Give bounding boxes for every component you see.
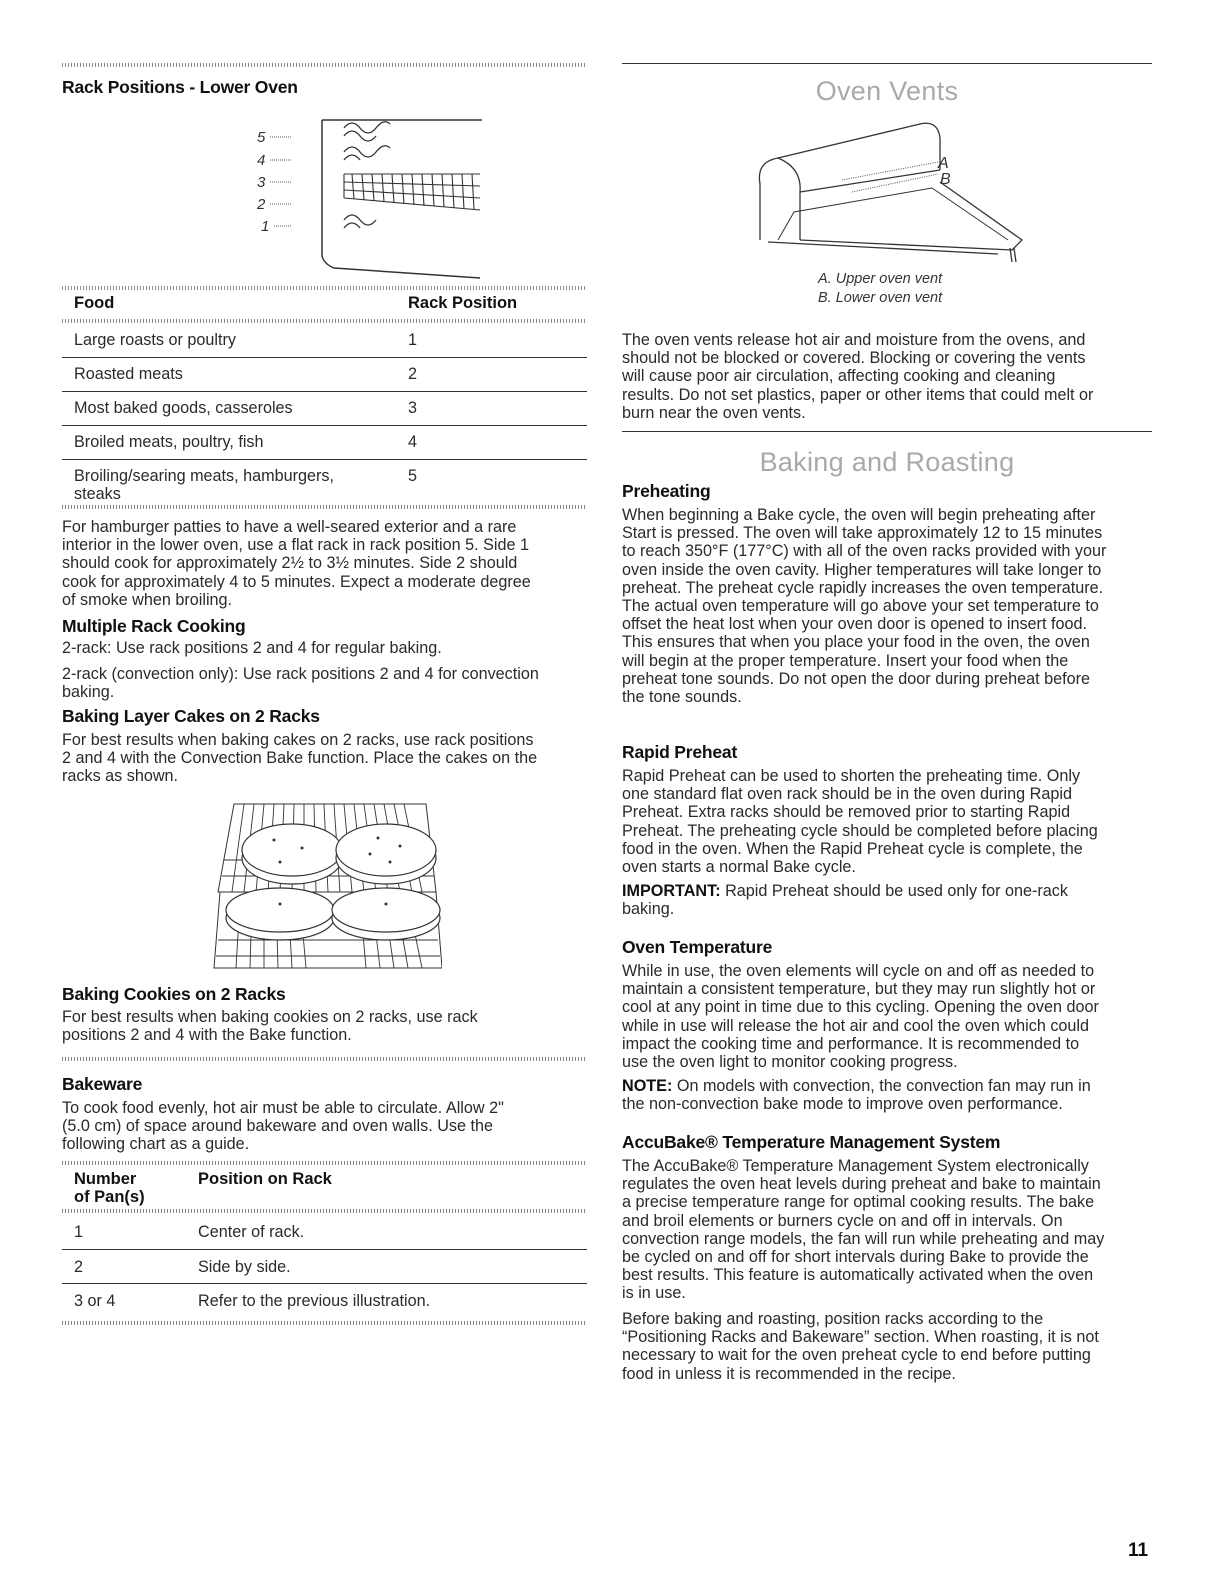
rack-number-5: 5 (257, 129, 266, 146)
important-label: IMPORTANT: (622, 882, 721, 900)
table-row (62, 1284, 587, 1318)
text-line: For best results when baking cakes on 2 racks, use rack positions (62, 731, 534, 749)
text-line: regulates the oven heat levels during preheat and bake to maintain (622, 1175, 1101, 1194)
bakeware-heading: Bakeware (62, 1074, 143, 1094)
important-text-cont: baking. (622, 900, 675, 919)
food-cell-cont: steaks (74, 485, 121, 503)
page-number: 11 (1128, 1540, 1149, 1561)
vent-caption-b: B. Lower oven vent (818, 290, 943, 306)
oven-vents-title: Oven Vents (815, 76, 959, 106)
text-line: will cause poor air circulation, affecting cooking and cleaning (622, 367, 1056, 386)
table-row (62, 358, 587, 392)
text-line: is in use. (622, 1284, 686, 1303)
rack-cell: 3 (408, 399, 418, 417)
text-line: to reach 350°F (177°C) with all of the oven racks provided with your (622, 542, 1107, 561)
cookies-heading: Baking Cookies on 2 Racks (62, 984, 286, 1004)
rack-positions-heading: Rack Positions - Lower Oven (62, 77, 298, 97)
vent-label-b: B (940, 171, 951, 188)
text-line: should not be blocked or covered. Blocking or covering the vents (622, 349, 1086, 368)
cakes-on-racks-illustration (210, 800, 442, 972)
before-baking-paragraph (622, 1310, 1157, 1383)
oven-temperature-paragraph (622, 962, 1157, 1071)
rapid-preheat-heading: Rapid Preheat (622, 742, 738, 762)
text-line: positions 2 and 4 with the Bake function. (62, 1026, 352, 1045)
text-line: While in use, the oven elements will cycle on and off as needed to (622, 962, 1095, 980)
food-cell: Large roasts or poultry (74, 331, 236, 349)
text-line: results. Do not set plastics, paper or other items that could melt or (622, 385, 1094, 404)
pan-count-cell: 3 or 4 (74, 1292, 116, 1310)
text-line: interior in the lower oven, use a flat rack in rack position 5. Side 1 (62, 536, 529, 555)
vent-label-a: A (938, 155, 949, 172)
note-paragraph (622, 1077, 1157, 1113)
text-line: cook for approximately 4 to 5 minutes. Expect a moderate degree (62, 572, 531, 591)
header-rack-position: Rack Position (408, 294, 518, 312)
text-line: best results. This feature is automatically activated when the oven (622, 1266, 1094, 1285)
multiple-rack-text-1: 2-rack: Use rack positions 2 and 4 for regular baking. (62, 639, 442, 657)
note-label: NOTE: (622, 1077, 673, 1095)
table-row (62, 460, 587, 504)
divider (62, 1209, 587, 1213)
text-line: This ensures that when you place your food in the oven, the oven (622, 633, 1090, 652)
layer-cakes-paragraph (62, 731, 592, 786)
vents-paragraph (622, 331, 1157, 422)
divider (62, 1321, 587, 1325)
important-text: Rapid Preheat should be used only for one-rack (720, 882, 1068, 900)
important-paragraph (622, 882, 1157, 918)
text-line: one standard flat oven rack should be in the oven during Rapid (622, 785, 1072, 804)
text-line: The oven vents release hot air and moisture from the ovens, and (622, 331, 1086, 349)
food-cell: Roasted meats (74, 365, 183, 383)
table-row (62, 426, 587, 460)
header-of-pans: of Pan(s) (74, 1188, 145, 1206)
text-line: cool at any point in time due to this cycling. Opening the oven door (622, 998, 1099, 1017)
pan-position-cell: Side by side. (198, 1258, 291, 1276)
oven-vents-illustration (742, 112, 1042, 270)
text-line: offset the heat lost when your oven door is opened to insert food. (622, 615, 1087, 634)
text-line: Preheat. Extra racks should be removed prior to starting Rapid (622, 803, 1071, 822)
table-row (62, 325, 587, 358)
text-line: food in the oven. When the Rapid Preheat cycle is complete, the (622, 839, 1083, 858)
hamburger-paragraph (62, 518, 592, 609)
table-row (62, 1215, 587, 1250)
vent-caption-a: A. Upper oven vent (818, 271, 943, 287)
table-row (62, 392, 587, 426)
text-line: To cook food evenly, hot air must be able to circulate. Allow 2" (62, 1099, 504, 1117)
divider (62, 286, 587, 290)
divider (622, 63, 1152, 64)
text-line: burn near the oven vents. (622, 403, 806, 422)
pan-position-table (62, 1169, 587, 1318)
baking-roasting-title: Baking and Roasting (759, 447, 1015, 477)
rack-positions-illustration (252, 108, 492, 280)
header-food: Food (74, 294, 115, 312)
oven-temperature-heading: Oven Temperature (622, 937, 773, 957)
rack-cell: 4 (408, 433, 418, 451)
rack-cell: 1 (408, 331, 418, 349)
text-line: The AccuBake® Temperature Management System electronically (622, 1157, 1089, 1175)
rack-number-2: 2 (257, 196, 266, 213)
text-line: For hamburger patties to have a well-seared exterior and a rare (62, 518, 517, 536)
text-line: impact the cooking time and performance. It is recommended to (622, 1034, 1080, 1053)
food-cell: Broiling/searing meats, hamburgers, (74, 467, 335, 485)
food-cell: Most baked goods, casseroles (74, 399, 293, 417)
text-line: food in unless it is recommended in the recipe. (622, 1364, 956, 1383)
rack-number-4: 4 (257, 152, 266, 169)
text-line: Preheat. The preheating cycle should be completed before placing (622, 821, 1098, 840)
text-line: The actual oven temperature will go above your set temperature to (622, 597, 1099, 616)
table-header-row (62, 1169, 587, 1209)
rack-cell: 2 (408, 365, 418, 383)
text-line: 2 and 4 with the Convection Bake function. Place the cakes on the (62, 749, 538, 768)
accubake-heading: AccuBake® Temperature Management System (622, 1132, 1001, 1152)
divider (62, 319, 587, 323)
text-line: 2-rack (convection only): Use rack positions 2 and 4 for convection (62, 665, 539, 683)
table-row (62, 1250, 587, 1284)
text-line: of smoke when broiling. (62, 590, 233, 609)
accubake-paragraph (622, 1157, 1157, 1303)
rack-cell: 5 (408, 467, 418, 485)
text-line: convection range models, the fan will run while preheating and may (622, 1229, 1105, 1248)
note-text: On models with convection, the convection fan may run in (672, 1077, 1091, 1095)
divider (62, 1057, 587, 1061)
text-line: necessary to wait for the oven preheat cycle to end before putting (622, 1346, 1091, 1365)
rack-number-1: 1 (261, 218, 270, 235)
pan-position-cell: Center of rack. (198, 1223, 305, 1241)
food-rack-table (62, 293, 587, 504)
text-line: oven starts a normal Bake cycle. (622, 858, 856, 877)
text-line: should cook for approximately 2½ to 3½ minutes. Side 2 should (62, 554, 518, 573)
text-line: maintain a consistent temperature, but they may run slightly hot or (622, 980, 1096, 999)
text-line: racks as shown. (62, 767, 179, 786)
divider (62, 63, 587, 67)
text-line: following chart as a guide. (62, 1135, 250, 1154)
food-cell: Broiled meats, poultry, fish (74, 433, 264, 451)
header-position-on-rack: Position on Rack (198, 1170, 332, 1188)
divider (62, 505, 587, 509)
text-line: Rapid Preheat can be used to shorten the preheating time. Only (622, 767, 1081, 785)
text-line: Before baking and roasting, position racks according to the (622, 1310, 1044, 1328)
cookies-paragraph (62, 1008, 592, 1044)
table-header-row (62, 293, 587, 319)
text-line: preheat tone sounds. Do not open the door during preheat before (622, 669, 1090, 688)
text-line: Start is pressed. The oven will take approximately 12 to 15 minutes (622, 524, 1103, 543)
multiple-rack-heading: Multiple Rack Cooking (62, 616, 246, 636)
text-line: while in use will release the hot air and cool the oven which could (622, 1016, 1090, 1035)
pan-count-cell: 2 (74, 1258, 84, 1276)
pan-count-cell: 1 (74, 1223, 84, 1241)
text-line: For best results when baking cookies on 2 racks, use rack (62, 1008, 478, 1026)
text-line: baking. (62, 683, 115, 702)
divider (62, 1161, 587, 1165)
divider (622, 431, 1152, 432)
preheating-paragraph (622, 506, 1157, 706)
text-line: “Positioning Racks and Bakeware” section. When roasting, it is not (622, 1328, 1099, 1347)
text-line: preheat. The preheat cycle rapidly increases the oven temperature. (622, 578, 1104, 597)
text-line: will begin at the proper temperature. Insert your food when the (622, 651, 1069, 670)
text-line: oven inside the oven cavity. Higher temperatures will take longer to (622, 560, 1102, 579)
text-line: the tone sounds. (622, 688, 742, 707)
text-line: and broil elements or burners cycle on and off in intervals. On (622, 1211, 1063, 1230)
text-line: When beginning a Bake cycle, the oven will begin preheating after (622, 506, 1096, 524)
text-line: be cycled on and off for short intervals during Bake to provide the (622, 1248, 1089, 1267)
header-number: Number (74, 1170, 137, 1188)
text-line: (5.0 cm) of space around bakeware and oven walls. Use the (62, 1117, 494, 1136)
pan-position-cell: Refer to the previous illustration. (198, 1292, 431, 1310)
layer-cakes-heading: Baking Layer Cakes on 2 Racks (62, 706, 320, 726)
text-line: use the oven light to monitor cooking progress. (622, 1053, 958, 1072)
text-line: a precise temperature range for optimal cooking results. The bake (622, 1193, 1095, 1212)
multiple-rack-text-2 (62, 665, 592, 701)
rack-number-3: 3 (257, 174, 266, 191)
rapid-preheat-paragraph (622, 767, 1157, 876)
bakeware-paragraph (62, 1099, 592, 1154)
note-text-cont: the non-convection bake mode to improve oven performance. (622, 1095, 1063, 1114)
preheating-heading: Preheating (622, 481, 711, 501)
